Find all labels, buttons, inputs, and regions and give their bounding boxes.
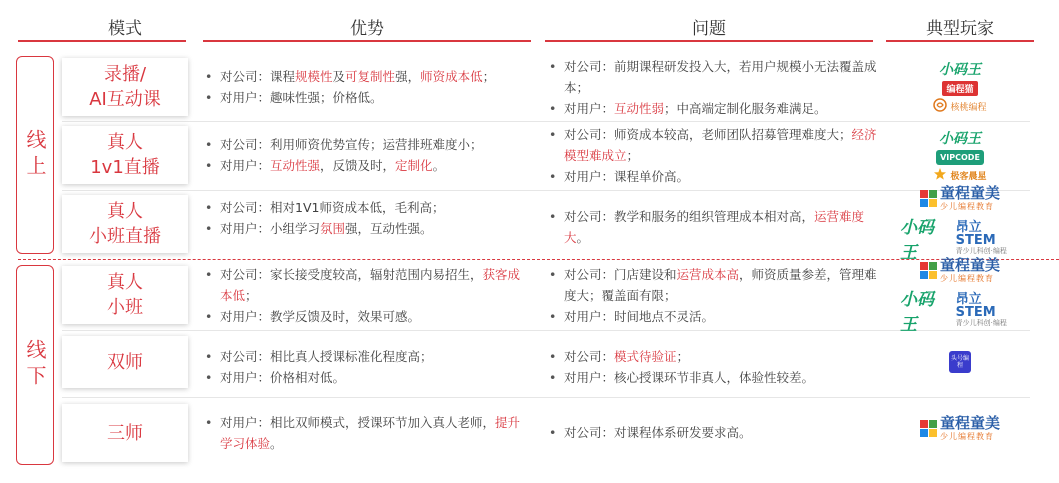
mode-cell bbox=[62, 195, 188, 253]
highlight-text: 互动性强 bbox=[270, 158, 321, 173]
highlight-text: 运营成本高 bbox=[676, 267, 740, 282]
bullet-text: 对公司：相对1V1师资成本低，毛利高； bbox=[220, 200, 445, 215]
mode-label-line: 小班 bbox=[107, 297, 143, 318]
header-players: 典型玩家 bbox=[926, 19, 994, 39]
tongcheng-text bbox=[939, 413, 1000, 441]
highlight-text: 互动性弱 bbox=[614, 101, 665, 116]
xiaomawang-logo: 小码王 bbox=[900, 289, 934, 335]
logo-row bbox=[920, 413, 1000, 441]
highlight-text: 可复制性 bbox=[345, 69, 396, 84]
bullet-item bbox=[547, 367, 877, 388]
bullet-item bbox=[547, 306, 877, 327]
mode-label-line: 双师 bbox=[107, 351, 143, 373]
bullet-item bbox=[547, 206, 877, 248]
mode-label bbox=[90, 130, 160, 180]
group-offline-label bbox=[16, 265, 54, 465]
tongcheng-tongmei-logo bbox=[920, 255, 1000, 283]
tongcheng-blocks-icon bbox=[920, 190, 937, 207]
bullet-text: 对公司：课程 bbox=[220, 69, 296, 84]
header-problem: 问题 bbox=[692, 19, 726, 39]
highlight-text: 模式待验证 bbox=[614, 349, 677, 364]
bullet-item bbox=[203, 155, 525, 176]
bullet-text: ； bbox=[626, 148, 640, 163]
angli-stem-logo bbox=[956, 293, 1020, 327]
bullet-item bbox=[547, 346, 877, 367]
hetao-logo bbox=[933, 98, 986, 115]
problem-cell bbox=[547, 56, 877, 119]
walnut-icon bbox=[933, 98, 947, 115]
bullet-text: 强，互动性强。 bbox=[345, 221, 433, 236]
problem-cell bbox=[547, 124, 877, 187]
bullet-item bbox=[547, 264, 877, 306]
bullet-text: 对公司： bbox=[564, 349, 615, 364]
advantage-cell bbox=[203, 197, 525, 239]
bullet-text: 对用户：课程单价高。 bbox=[564, 169, 690, 184]
bullet-text: 对公司：家长接受度较高，辐射范围内易招生， bbox=[220, 267, 483, 282]
color-block bbox=[929, 429, 937, 437]
bullet-item bbox=[203, 87, 525, 108]
color-block bbox=[920, 271, 928, 279]
color-block bbox=[929, 420, 937, 428]
problem-cell bbox=[547, 206, 877, 248]
bullet-text: 对用户： bbox=[564, 101, 615, 116]
bullet-text: 对公司：教学和服务的组织管理成本相对高， bbox=[564, 209, 815, 224]
header-advantage: 优势 bbox=[350, 19, 384, 39]
advantage-cell bbox=[203, 134, 525, 176]
advantage-cell bbox=[203, 346, 525, 388]
geek-star-logo bbox=[933, 167, 986, 184]
bullet-text: ； bbox=[482, 69, 496, 84]
players-logos bbox=[900, 183, 1020, 263]
bullet-text: ； bbox=[676, 349, 690, 364]
highlight-text: 氛围 bbox=[320, 221, 346, 236]
highlight-text: 经济模型难成立 bbox=[564, 127, 877, 163]
mode-label bbox=[107, 270, 143, 320]
logo-row bbox=[900, 285, 1020, 335]
bullet-item bbox=[203, 264, 525, 306]
bullet-item bbox=[203, 134, 525, 155]
header-advantage-underline bbox=[203, 40, 531, 42]
mode-cell bbox=[62, 336, 188, 388]
tongcheng-tongmei-logo bbox=[920, 183, 1000, 211]
xiaomawang-logo: 小码王 bbox=[939, 131, 981, 147]
angli-stem-logo bbox=[956, 221, 1020, 255]
advantage-cell bbox=[203, 264, 525, 327]
color-block bbox=[920, 190, 928, 198]
advantage-cell bbox=[203, 66, 525, 108]
bullet-item bbox=[203, 306, 525, 327]
players-logos bbox=[900, 124, 1020, 188]
color-block bbox=[929, 262, 937, 270]
group-online-text: 线上 bbox=[23, 129, 47, 181]
color-block bbox=[920, 420, 928, 428]
tongcheng-text bbox=[939, 183, 1000, 211]
highlight-text: 获客成本低 bbox=[220, 267, 521, 303]
angli-stem-name: 昂立STEM bbox=[955, 219, 996, 248]
players-logos bbox=[900, 408, 1020, 448]
bullet-item bbox=[203, 412, 525, 454]
bullet-item bbox=[203, 346, 525, 367]
group-online-label bbox=[16, 56, 54, 254]
bullet-item bbox=[203, 197, 525, 218]
players-logos bbox=[900, 255, 1020, 335]
mode-label-line: 真人 bbox=[107, 201, 143, 222]
mode-label-line: 真人 bbox=[107, 132, 143, 153]
bullet-text: ，反馈及时， bbox=[320, 158, 396, 173]
row-separator bbox=[62, 190, 1030, 191]
highlight-text: 提升学习体验 bbox=[220, 415, 521, 451]
bullet-item bbox=[203, 66, 525, 87]
biancheng-mao-logo: 编程猫 bbox=[942, 81, 977, 96]
vipcode-logo: VIPCODE bbox=[936, 150, 984, 165]
logo-row bbox=[939, 128, 981, 148]
bullet-text: 对公司：前期课程研发投入大，若用户规模小无法覆盖成本； bbox=[564, 59, 877, 95]
touhao-logo: 头号编程 bbox=[949, 351, 971, 373]
bullet-text: 对用户：相比双师模式，授课环节加入真人老师， bbox=[220, 415, 496, 430]
bullet-item bbox=[203, 367, 525, 388]
mode-cell bbox=[62, 58, 188, 116]
bullet-text: 对公司：师资成本较高，老师团队招募管理难度大； bbox=[564, 127, 852, 142]
bullet-text: 对公司：利用师资优势宣传；运营排班难度小； bbox=[220, 137, 483, 152]
logo-row bbox=[942, 81, 977, 96]
geek-star-text: 极客晨星 bbox=[950, 172, 987, 182]
tongcheng-text bbox=[939, 255, 1000, 283]
color-block bbox=[920, 199, 928, 207]
mode-label-line: AI互动课 bbox=[89, 89, 161, 110]
header-problem-underline bbox=[545, 40, 873, 42]
highlight-text: 规模性 bbox=[295, 69, 333, 84]
logo-row bbox=[949, 351, 971, 373]
angli-stem-subtitle: 青少儿科创·编程 bbox=[955, 246, 1007, 255]
highlight-text: 师资成本低 bbox=[420, 69, 483, 84]
highlight-text: 定制化 bbox=[395, 158, 433, 173]
color-block bbox=[929, 199, 937, 207]
header-mode: 模式 bbox=[108, 19, 142, 39]
color-block bbox=[929, 190, 937, 198]
angli-stem-name: 昂立STEM bbox=[955, 291, 996, 320]
advantage-cell bbox=[203, 412, 525, 454]
color-block bbox=[920, 429, 928, 437]
tongcheng-blocks-icon bbox=[920, 420, 937, 437]
bullet-text: 对公司：相比真人授课标准化程度高； bbox=[220, 349, 433, 364]
mode-label-line: 录播/ bbox=[103, 64, 147, 85]
header-mode-underline bbox=[18, 40, 186, 42]
tongcheng-name: 童程童美 bbox=[939, 255, 1000, 274]
color-block bbox=[920, 262, 928, 270]
row-separator bbox=[62, 397, 1030, 398]
star-icon bbox=[933, 167, 947, 184]
mode-label bbox=[107, 421, 143, 446]
logo-row bbox=[936, 150, 984, 165]
mode-cell bbox=[62, 126, 188, 184]
bullet-text: 对用户：教学反馈及时，效果可感。 bbox=[220, 309, 421, 324]
mode-label bbox=[89, 62, 161, 112]
highlight-text: 运营难度大 bbox=[564, 209, 865, 245]
group-offline-text: 线下 bbox=[23, 339, 47, 391]
row-separator bbox=[62, 330, 1030, 331]
mode-label-line: 真人 bbox=[107, 272, 143, 293]
tongcheng-subtitle: 少儿编程教育 bbox=[939, 201, 994, 211]
logo-row bbox=[920, 183, 1000, 211]
color-block bbox=[929, 271, 937, 279]
tongcheng-subtitle: 少儿编程教育 bbox=[939, 431, 994, 441]
bullet-text: ； bbox=[245, 288, 258, 303]
bullet-text: 强， bbox=[395, 69, 421, 84]
bullet-text: 及 bbox=[332, 69, 346, 84]
mode-cell bbox=[62, 266, 188, 324]
tongcheng-tongmei-logo bbox=[920, 413, 1000, 441]
bullet-text: 。 bbox=[432, 158, 446, 173]
mode-label-line: 小班直播 bbox=[89, 226, 161, 247]
bullet-text: ；中高端定制化服务难满足。 bbox=[664, 101, 827, 116]
problem-cell bbox=[547, 422, 877, 443]
logo-row bbox=[900, 213, 1020, 263]
bullet-item bbox=[547, 56, 877, 98]
mode-label-line: 三师 bbox=[107, 422, 143, 444]
tongcheng-subtitle: 少儿编程教育 bbox=[939, 273, 994, 283]
bullet-item bbox=[203, 218, 525, 239]
bullet-item bbox=[547, 124, 877, 166]
problem-cell bbox=[547, 346, 877, 388]
bullet-item bbox=[547, 166, 877, 187]
angli-stem-subtitle: 青少儿科创·编程 bbox=[955, 318, 1007, 327]
xiaomawang-logo: 小码王 bbox=[939, 62, 981, 78]
mode-label bbox=[107, 350, 143, 375]
problem-cell bbox=[547, 264, 877, 327]
bullet-text: 对用户：核心授课环节非真人，体验性较差。 bbox=[564, 370, 815, 385]
bullet-text: 对公司：对课程体系研发要求高。 bbox=[564, 425, 752, 440]
xiaomawang-logo: 小码王 bbox=[900, 217, 934, 263]
bullet-text: 对用户：趣味性强；价格低。 bbox=[220, 90, 383, 105]
bullet-text: 。 bbox=[576, 230, 590, 245]
logo-row bbox=[933, 98, 986, 115]
mode-cell bbox=[62, 404, 188, 462]
tongcheng-blocks-icon bbox=[920, 262, 937, 279]
bullet-item bbox=[547, 98, 877, 119]
tongcheng-name: 童程童美 bbox=[939, 183, 1000, 202]
mode-label bbox=[89, 199, 161, 249]
logo-row bbox=[933, 167, 986, 184]
bullet-text: 对用户：价格相对低。 bbox=[220, 370, 346, 385]
bullet-text: 对用户： bbox=[220, 158, 271, 173]
logo-row bbox=[920, 255, 1000, 283]
hetao-text: 核桃编程 bbox=[950, 103, 987, 113]
mode-label-line: 1v1直播 bbox=[90, 157, 160, 178]
logo-row bbox=[939, 59, 981, 79]
players-logos bbox=[900, 344, 1020, 380]
row-separator bbox=[62, 121, 1030, 122]
tongcheng-name: 童程童美 bbox=[939, 413, 1000, 432]
bullet-text: 对用户：时间地点不灵活。 bbox=[564, 309, 715, 324]
bullet-text: 。 bbox=[270, 436, 283, 451]
bullet-text: ，师资质量参差，管理难度大；覆盖面有限； bbox=[564, 267, 877, 303]
header-players-underline bbox=[886, 40, 1034, 42]
players-logos bbox=[900, 56, 1020, 118]
bullet-text: 对公司：门店建设和 bbox=[564, 267, 677, 282]
bullet-text: 对用户：小组学习 bbox=[220, 221, 321, 236]
bullet-item bbox=[547, 422, 877, 443]
